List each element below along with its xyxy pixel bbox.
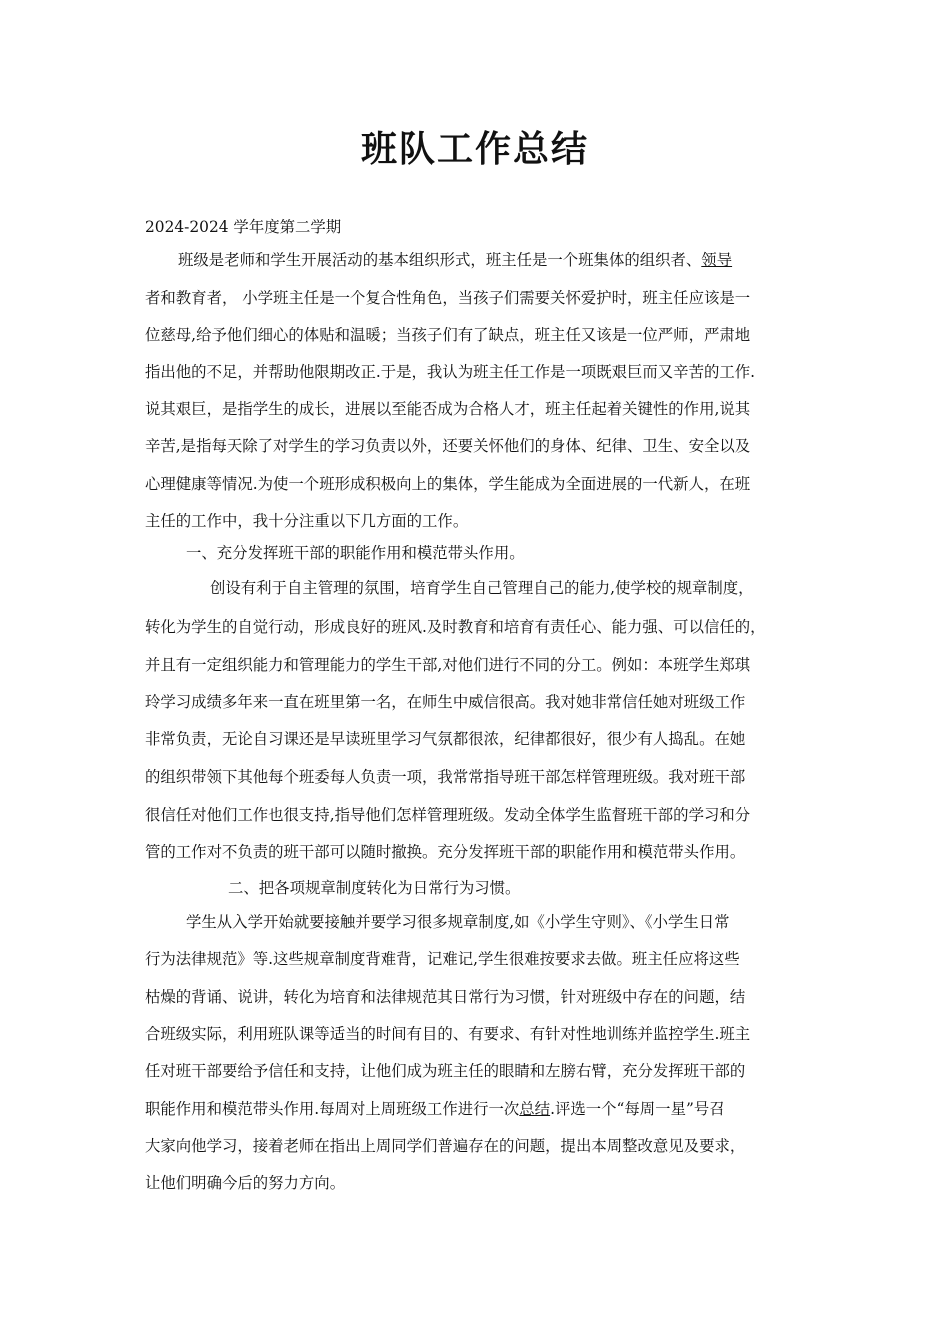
section-2-line-5: 任对班干部要给予信任和支持，让他们成为班主任的眼睛和左膀右臂，充分发挥班干部的: [145, 1062, 746, 1080]
section-1-heading: 一、充分发挥班干部的职能作用和模范带头作用。: [186, 544, 525, 562]
intro-line-8: 主任的工作中，我十分注重以下几方面的工作。: [145, 512, 469, 530]
section-2-line-4: 合班级实际，利用班队课等适当的时间有目的、有要求、有针对性地训练并监控学生.班主: [145, 1025, 751, 1043]
section-1-line-1: 创设有利于自主管理的氛围，培育学生自己管理自己的能力,使学校的规章制度，: [210, 579, 754, 597]
section-1-line-8: 管的工作对不负责的班干部可以随时撤换。充分发挥班干部的职能作用和模范带头作用。: [145, 843, 746, 861]
term-line: 2024-2024 学年度第二学期: [145, 218, 342, 236]
leader-link[interactable]: 领导: [701, 251, 733, 269]
intro-line-7: 心理健康等情况.为使一个班形成积极向上的集体，学生能成为全面进展的一代新人，在班: [145, 475, 751, 493]
section-2-line-8: 让他们明确今后的努力方向。: [145, 1174, 346, 1192]
section-2-line-3: 枯燥的背诵、说讲，转化为培育和法律规范其日常行为习惯，针对班级中存在的问题，结: [145, 988, 746, 1006]
section-1-line-7: 很信任对他们工作也很支持,指导他们怎样管理班级。发动全体学生监督班干部的学习和分: [145, 806, 751, 824]
section-1-line-6: 的组织带领下其他每个班委每人负责一项，我常常指导班干部怎样管理班级。我对班干部: [145, 768, 746, 786]
intro-line-2: 者和教育者， 小学班主任是一个复合性角色，当孩子们需要关怀爱护时，班主任应该是一: [145, 289, 751, 307]
intro-line-6: 辛苦,是指每天除了对学生的学习负责以外，还要关怀他们的身体、纪律、卫生、安全以及: [145, 437, 751, 455]
section-1-line-4: 玲学习成绩多年来一直在班里第一名，在师生中威信很高。我对她非常信任她对班级工作: [145, 693, 746, 711]
section-2-line-6-text-b: .评选一个“每周一星”号召: [550, 1100, 725, 1118]
section-2-line-2: 行为法律规范》等.这些规章制度背难背，记难记,学生很难按要求去做。班主任应将这些: [145, 950, 740, 968]
section-2-line-6: [145, 1099, 725, 1119]
section-2-line-6-text-a: 职能作用和模范带头作用.每周对上周班级工作进行一次: [145, 1100, 520, 1118]
section-1-line-2: 转化为学生的自觉行动，形成良好的班风.及时教育和培育有责任心、能力强、可以信任的，: [145, 618, 766, 636]
section-2-line-1: 学生从入学开始就要接触并要学习很多规章制度,如《小学生守则》、《小学生日常: [186, 913, 730, 931]
intro-line-1: [178, 250, 732, 270]
intro-line-4: 指出他的不足，并帮助他限期改正.于是，我认为班主任工作是一项既艰巨而又辛苦的工作.: [145, 363, 756, 381]
intro-line-1-text: 班级是老师和学生开展活动的基本组织形式，班主任是一个班集体的组织者、: [178, 251, 702, 269]
section-1-line-3: 并且有一定组织能力和管理能力的学生干部,对他们进行不同的分工。例如：本班学生郑琪: [145, 656, 751, 674]
summary-link[interactable]: 总结: [519, 1100, 551, 1118]
section-2-heading: 二、把各项规章制度转化为日常行为习惯。: [228, 879, 521, 897]
section-2-line-7: 大家向他学习，接着老师在指出上周同学们普遍存在的问题，提出本周整改意见及要求，: [145, 1137, 746, 1155]
intro-line-3: 位慈母,给予他们细心的体贴和温暖；当孩子们有了缺点，班主任又该是一位严师，严肃地: [145, 326, 751, 344]
document-title: 班队工作总结: [360, 129, 589, 170]
intro-line-5: 说其艰巨，是指学生的成长，进展以至能否成为合格人才，班主任起着关键性的作用,说其: [145, 400, 751, 418]
section-1-line-5: 非常负责，无论自习课还是早读班里学习气氛都很浓，纪律都很好，很少有人捣乱。在她: [145, 730, 746, 748]
